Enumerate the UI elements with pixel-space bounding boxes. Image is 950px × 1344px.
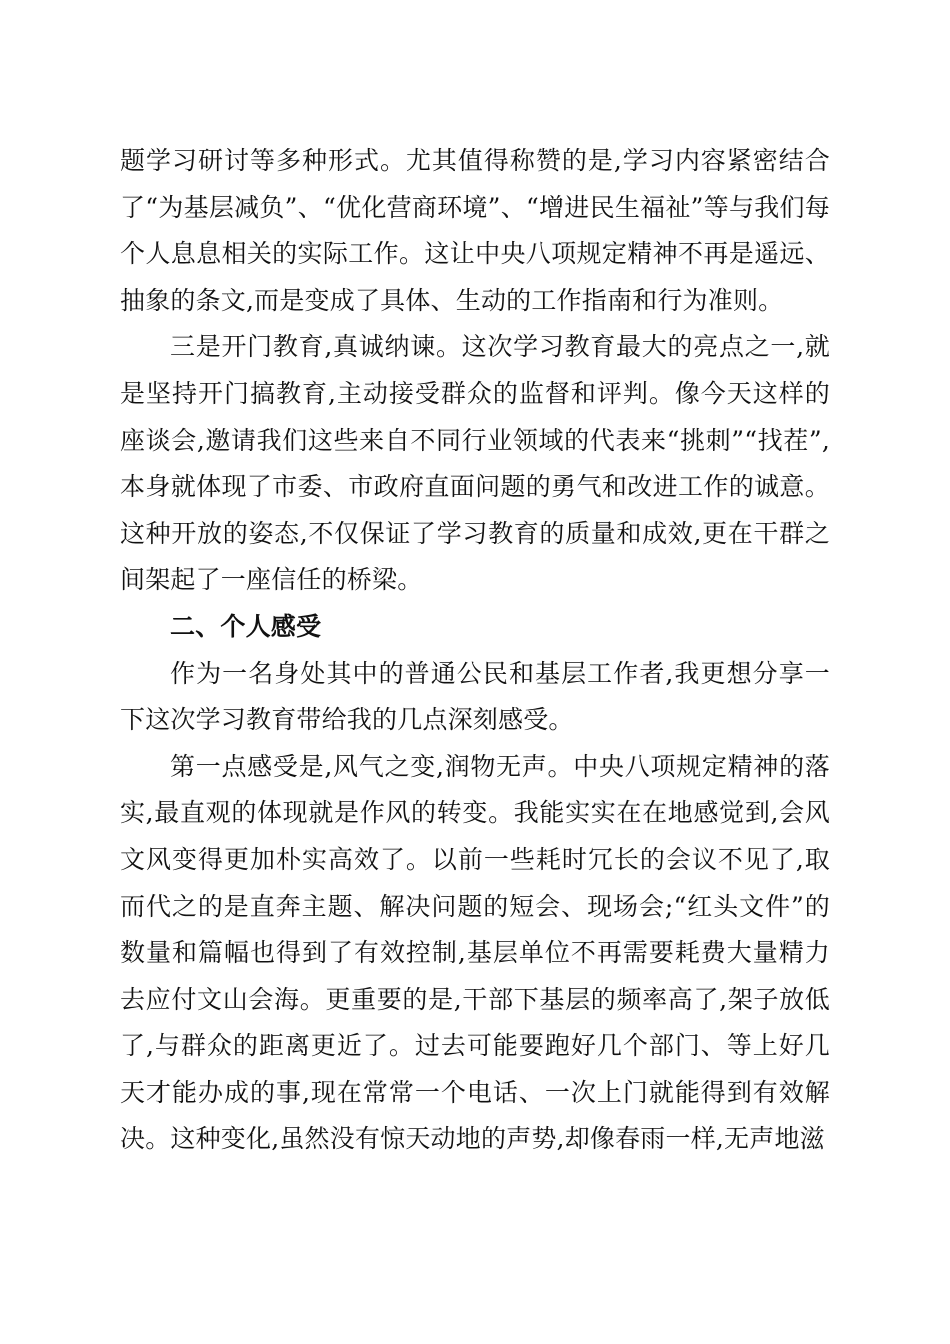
document-page bbox=[120, 138, 830, 1163]
paragraph-continuation: 题学习研讨等多种形式。尤其值得称赞的是,学习内容紧密结合了“为基层减负”、“优化营商环境”、“增进民生福祉”等与我们每个人息息相关的实际工作。这让中央八项规定精神不再是遥远、抽象的条文,而是变成了具体、生动的工作指南和行为准则。 bbox=[120, 146, 830, 315]
paragraph-first-feeling: 第一点感受是,风气之变,润物无声。中央八项规定精神的落实,最直观的体现就是作风的转变。我能实实在在地感觉到,会风文风变得更加朴实高效了。以前一些耗时冗长的会议不见了,取而代之的是直奔主题、解决问题的短会、现场会;“红头文件”的数量和篇幅也得到了有效控制,基层单位不再需要耗费大量精力去应付文山会海。更重要的是,干部下基层的频率高了,架子放低了,与群众的距离更近了。过去可能要跑好几个部门、等上好几天才能办成的事,现在常常一个电话、一次上门就能得到有效解决。这种变化,虽然没有惊天动地的声势,却像春雨一样,无声地滋 bbox=[120, 751, 830, 1154]
section-heading-personal-feelings: 二、个人感受 bbox=[170, 611, 322, 641]
paragraph-open-door-education: 三是开门教育,真诚纳谏。这次学习教育最大的亮点之一,就是坚持开门搞教育,主动接受群众的监督和评判。像今天这样的座谈会,邀请我们这些来自不同行业领域的代表来“挑刺”“找茬”,本身就体现了市委、市政府直面问题的勇气和改进工作的诚意。这种开放的姿态,不仅保证了学习教育的质量和成效,更在干群之间架起了一座信任的桥梁。 bbox=[120, 332, 830, 595]
paragraph-intro-feelings: 作为一名身处其中的普通公民和基层工作者,我更想分享一下这次学习教育带给我的几点深刻感受。 bbox=[120, 658, 830, 735]
